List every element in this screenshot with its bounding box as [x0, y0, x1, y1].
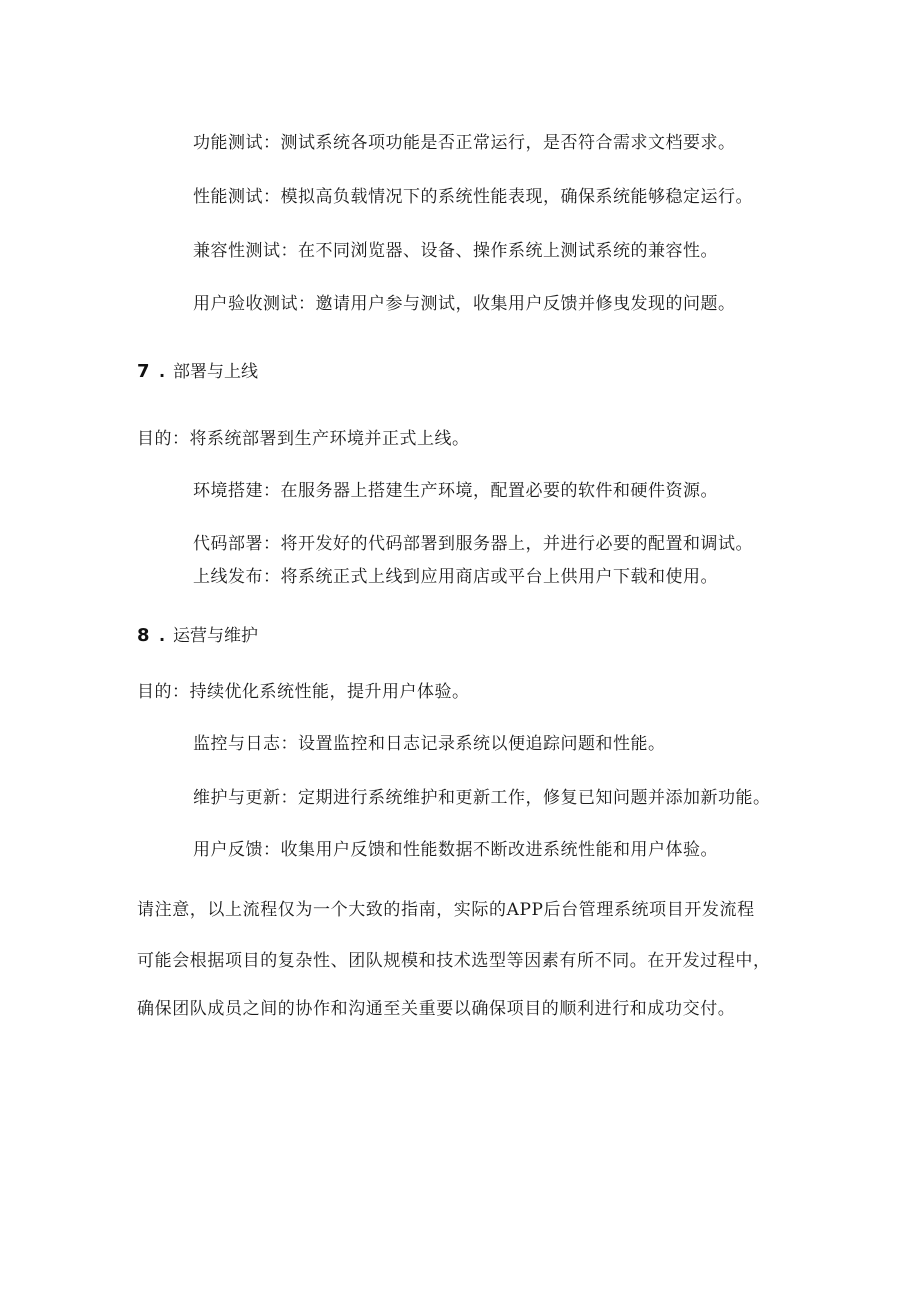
testing-item: 兼容性测试：在不同浏览器、设备、操作系统上测试系统的兼容性。 [193, 241, 718, 261]
list-item: 上线发布：将系统正式上线到应用商店或平台上供用户下载和使用。 [193, 567, 718, 587]
list-item: 代码部署：将开发好的代码部署到服务器上，并进行必要的配置和调试。 [193, 534, 753, 554]
list-item: 环境搭建：在服务器上搭建生产环境，配置必要的软件和硬件资源。 [193, 481, 718, 501]
closing-line: 请注意，以上流程仅为一个大致的指南，实际的APP后台管理系统项目开发流程 [137, 900, 755, 920]
section-title: 部署与上线 [173, 362, 258, 382]
closing-line: 可能会根据项目的复杂性、团队规模和技术选型等因素有所不同。在开发过程中， [137, 951, 771, 971]
section-8-goal: 目的：持续优化系统性能，提升用户体验。 [137, 682, 470, 702]
section-number: 7 [137, 361, 150, 382]
section-7-goal: 目的：将系统部署到生产环境并正式上线。 [137, 429, 470, 449]
testing-item: 用户验收测试：邀请用户参与测试，收集用户反馈并修曳发现的问题。 [193, 294, 736, 314]
list-item: 用户反馈：收集用户反馈和性能数据不断改进系统性能和用户体验。 [193, 840, 718, 860]
closing-line: 确保团队成员之间的协作和沟通至关重要以确保项目的顺利进行和成功交付。 [137, 999, 736, 1019]
section-8-heading [137, 624, 258, 648]
section-7-heading [137, 360, 258, 384]
testing-item: 功能测试：测试系统各项功能是否正常运行，是否符合需求文档要求。 [193, 133, 736, 153]
section-dot: . [159, 362, 166, 381]
section-dot: . [159, 626, 166, 645]
testing-item: 性能测试：模拟高负载情况下的系统性能表现，确保系统能够稳定运行。 [193, 187, 753, 207]
section-title: 运营与维护 [173, 626, 258, 646]
list-item: 维护与更新：定期进行系统维护和更新工作，修复已知问题并添加新功能。 [193, 788, 771, 808]
list-item: 监控与日志：设置监控和日志记录系统以便追踪问题和性能。 [193, 734, 666, 754]
section-number: 8 [137, 625, 150, 646]
